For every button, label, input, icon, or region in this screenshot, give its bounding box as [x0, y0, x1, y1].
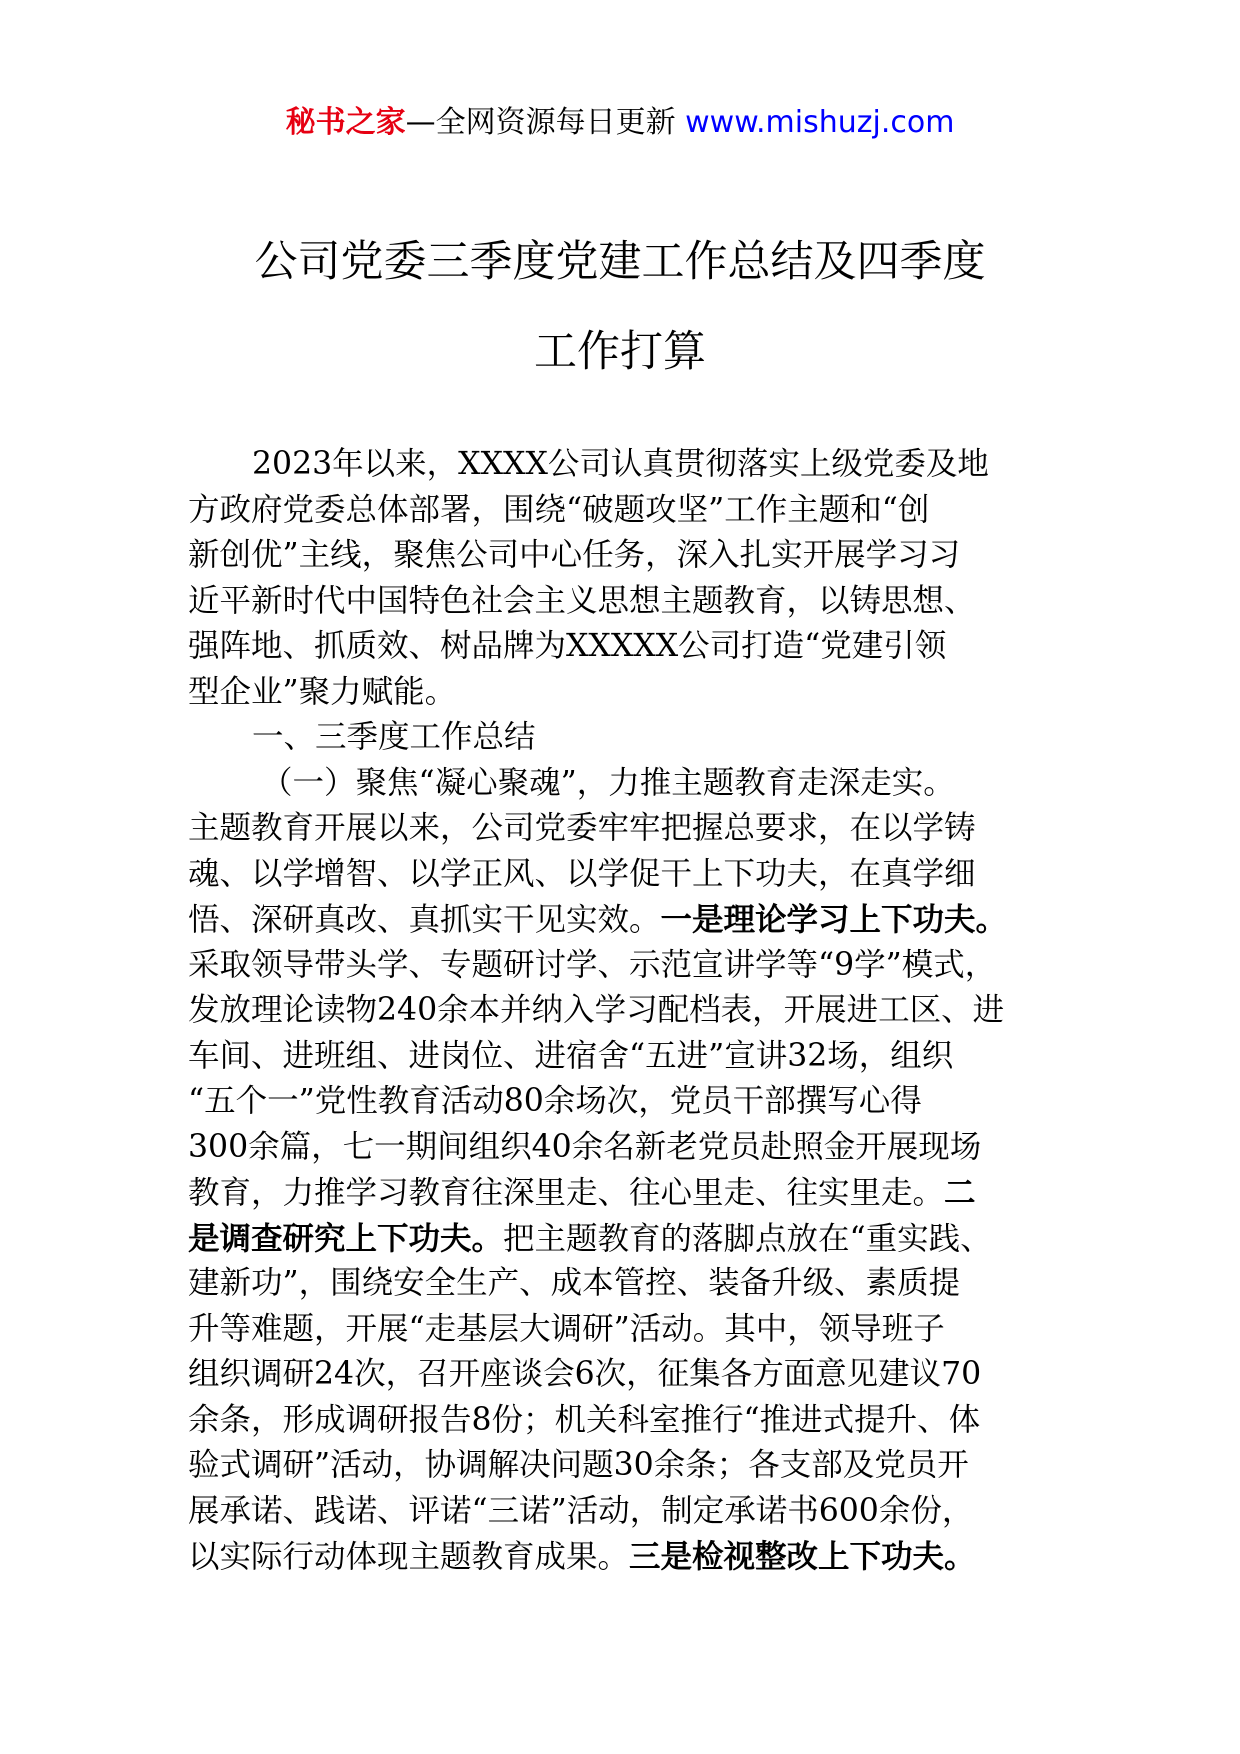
text-line: 建新功”，围绕安全生产、成本管控、装备升级、素质提 [188, 1265, 961, 1301]
text-line: 强阵地、抓质效、树品牌为XXXXX公司打造“党建引领 [188, 628, 947, 664]
text-line: 余条，形成调研报告8份；机关科室推行“推进式提升、体 [188, 1401, 981, 1438]
text-line: 主题教育开展以来，公司党委牢牢把握总要求，在以学铸 [188, 810, 976, 846]
text-line: 升等难题，开展“走基层大调研”活动。其中，领导班子 [188, 1310, 945, 1347]
site-header [0, 103, 1240, 143]
text-line: 组织调研24次，召开座谈会6次，征集各方面意见建议70 [188, 1356, 982, 1392]
bold-point: 一是理论学习上下功夫。 [660, 901, 1008, 938]
text-line: 以实际行动体现主题教育成果。三是检视整改上下功夫。 [188, 1538, 976, 1575]
document-title-line-2: 工作打算 [534, 327, 706, 377]
text-line: 2023年以来，XXXX公司认真贯彻落实上级党委及地 [252, 446, 989, 482]
text-line: “五个一”党性教育活动80余场次，党员干部撰写心得 [188, 1083, 922, 1119]
bold-point: 三是检视整改上下功夫。 [629, 1538, 976, 1575]
text-line: 魂、以学增智、以学正风、以学促干上下功夫，在真学细 [188, 855, 976, 892]
text-line: 300余篇，七一期间组织40余名新老党员赴照金开展现场 [188, 1128, 982, 1165]
text-line: 车间、进班组、进岗位、进宿舍“五进”宣讲32场，组织 [188, 1037, 954, 1074]
subsection-heading: （一）聚焦“凝心聚魂”，力推主题教育走深走实。 [261, 764, 955, 801]
header-tagline: —全网资源每日更新 [405, 105, 686, 140]
text-line: 验式调研”活动，协调解决问题30余条；各支部及党员开 [188, 1447, 969, 1483]
text-line: 型企业”聚力赋能。 [188, 673, 457, 710]
text-line: 发放理论读物240余本并纳入学习配档表，开展进工区、进 [188, 992, 1005, 1028]
brand-name: 秘书之家 [285, 105, 406, 140]
text-line: 展承诺、践诺、评诺“三诺”活动，制定承诺书600余份， [188, 1492, 974, 1529]
text-line: 新创优”主线，聚焦公司中心任务，深入扎实开展学习习 [188, 537, 961, 573]
text-line: 方政府党委总体部署，围绕“破题攻坚”工作主题和“创 [188, 491, 930, 528]
document-body [188, 442, 1088, 1580]
text-line: 采取领导带头学、专题研讨学、示范宣讲学等“9学”模式， [188, 946, 997, 983]
text-line: 是调查研究上下功夫。把主题教育的落脚点放在“重实践、 [188, 1219, 992, 1257]
text-line: 教育，力推学习教育往深里走、往心里走、往实里走。二 [188, 1174, 976, 1211]
text-line: 悟、深研真改、真抓实干见实效。一是理论学习上下功夫。 [188, 901, 1008, 938]
bold-point: 二 [944, 1174, 976, 1211]
site-url-link[interactable]: www.mishuzj.com [685, 105, 955, 140]
document-title-line-1: 公司党委三季度党建工作总结及四季度 [254, 237, 986, 287]
text-line: 近平新时代中国特色社会主义思想主题教育，以铸思想、 [188, 582, 976, 619]
section-heading: 一、三季度工作总结 [252, 719, 536, 755]
bold-point: 是调查研究上下功夫。 [188, 1219, 504, 1257]
